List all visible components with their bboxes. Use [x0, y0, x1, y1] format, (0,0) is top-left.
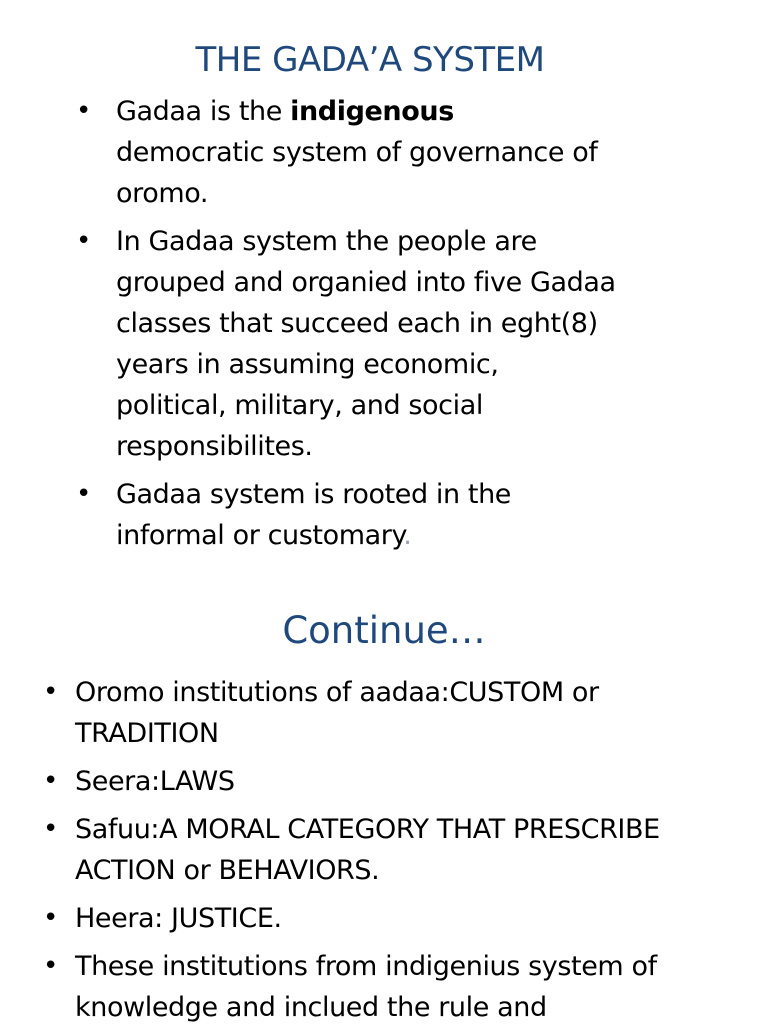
bullet-text: Gadaa is the indigenous democratic system of governance of oromo. [116, 96, 598, 209]
bullet-icon: • [76, 226, 91, 256]
slide-continue [0, 590, 768, 1024]
slide-title: THE GADA’A SYSTEM [195, 40, 545, 80]
bullet-text: Safuu:A MORAL CATEGORY THAT PRESCRIBE ACTION or BEHAVIORS. [75, 814, 660, 886]
bullet-text: Oromo institutions of aadaa:CUSTOM or TRADITION [75, 677, 599, 749]
bullet-icon: • [43, 766, 58, 796]
bold-word: indigenous [290, 96, 454, 127]
bullet-text: Seera:LAWS [75, 766, 235, 797]
bullet-text: These institutions from indigenius system of knowledge and inclued the rule and [75, 951, 657, 1023]
list-item [76, 221, 616, 467]
bullet-icon: • [76, 479, 91, 509]
bullet-text: Heera: JUSTICE. [75, 903, 282, 934]
list-item [76, 474, 616, 556]
bullet-icon: • [43, 677, 58, 707]
list-item [43, 672, 735, 754]
bullet-icon: • [43, 903, 58, 933]
trailing-period: . [403, 520, 412, 551]
list-item [43, 898, 735, 939]
list-item [76, 91, 616, 214]
slide-title: Continue… [282, 609, 486, 652]
bullet-icon: • [43, 814, 58, 844]
bullet-text: Gadaa system is rooted in the informal or customary. [116, 479, 511, 551]
bullet-icon: • [43, 951, 58, 981]
bullet-list [76, 91, 616, 563]
bullet-list [43, 672, 735, 1024]
list-item [43, 761, 735, 802]
list-item [43, 946, 735, 1024]
list-item [43, 809, 735, 891]
bullet-text: In Gadaa system the people are grouped and organied into five Gadaa classes that succeed each in eght(8) years in assuming economic, political, military, and social responsibilites. [116, 226, 616, 462]
bullet-icon: • [76, 96, 91, 126]
